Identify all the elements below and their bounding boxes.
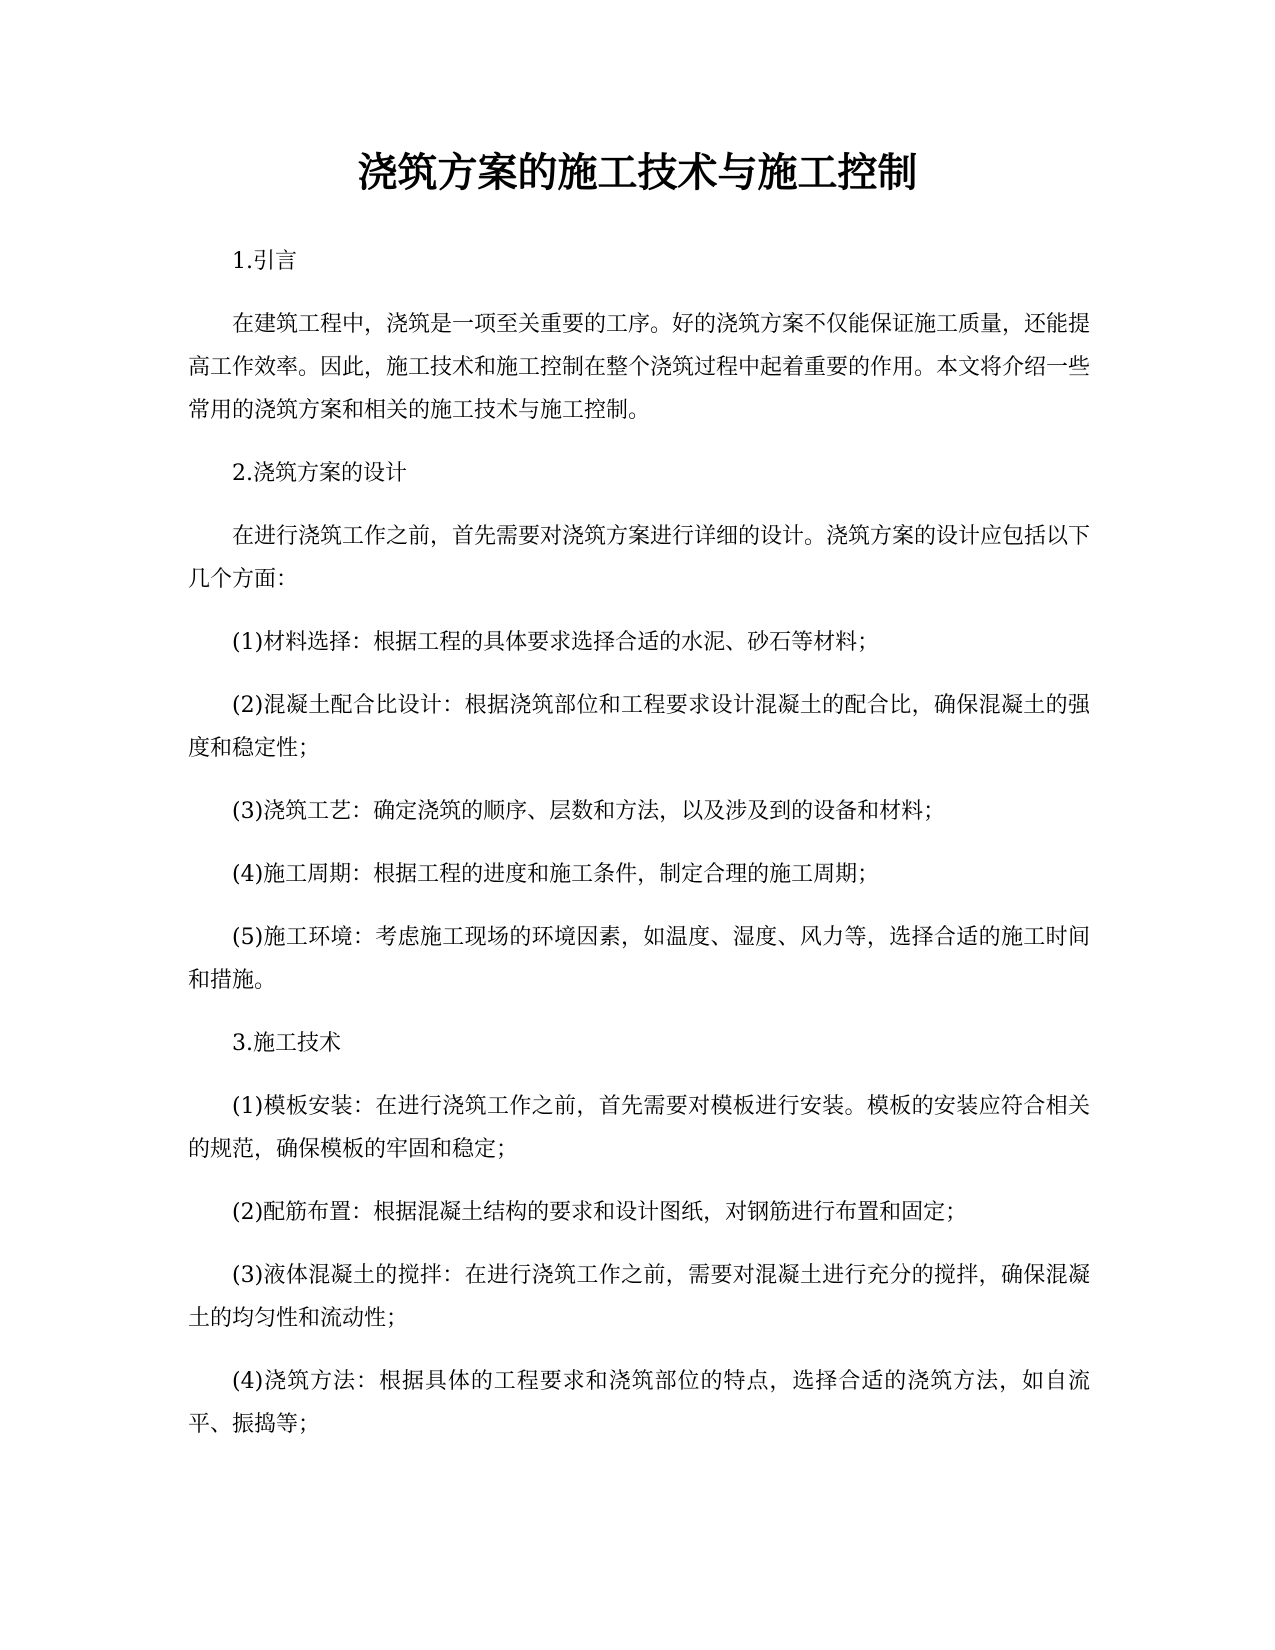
document-title: 浇筑方案的施工技术与施工控制: [357, 150, 918, 196]
paragraph: 在进行浇筑工作之前，首先需要对浇筑方案进行详细的设计。浇筑方案的设计应包括以下几个方面：: [188, 524, 1091, 592]
list-item: (2)混凝土配合比设计：根据浇筑部位和工程要求设计混凝土的配合比，确保混凝土的强度和稳定性；: [188, 693, 1090, 761]
list-item: (3)浇筑工艺：确定浇筑的顺序、层数和方法，以及涉及到的设备和材料；: [232, 799, 946, 824]
list-item: (1)材料选择：根据工程的具体要求选择合适的水泥、砂石等材料；: [232, 630, 880, 655]
list-item: (4)浇筑方法：根据具体的工程要求和浇筑部位的特点，选择合适的浇筑方法，如自流平、振捣等；: [188, 1369, 1090, 1437]
section-heading-introduction: 1.引言: [232, 249, 297, 274]
list-item: (5)施工环境：考虑施工现场的环境因素，如温度、湿度、风力等，选择合适的施工时间和措施。: [188, 925, 1090, 993]
list-item: (4)施工周期：根据工程的进度和施工条件，制定合理的施工周期；: [232, 862, 880, 887]
document-body: [188, 240, 1090, 1466]
list-item: (2)配筋布置：根据混凝土结构的要求和设计图纸，对钢筋进行布置和固定；: [232, 1200, 968, 1225]
paragraph: 在建筑工程中，浇筑是一项至关重要的工序。好的浇筑方案不仅能保证施工质量，还能提高工作效率。因此，施工技术和施工控制在整个浇筑过程中起着重要的作用。本文将介绍一些常用的浇筑方案和相关的施工技术与施工控制。: [188, 312, 1091, 423]
list-item: (1)模板安装：在进行浇筑工作之前，首先需要对模板进行安装。模板的安装应符合相关的规范，确保模板的牢固和稳定；: [188, 1094, 1090, 1162]
list-item: (3)液体混凝土的搅拌：在进行浇筑工作之前，需要对混凝土进行充分的搅拌，确保混凝土的均匀性和流动性；: [188, 1263, 1090, 1331]
section-heading-technique: 3.施工技术: [232, 1031, 341, 1056]
section-heading-design: 2.浇筑方案的设计: [232, 461, 407, 486]
